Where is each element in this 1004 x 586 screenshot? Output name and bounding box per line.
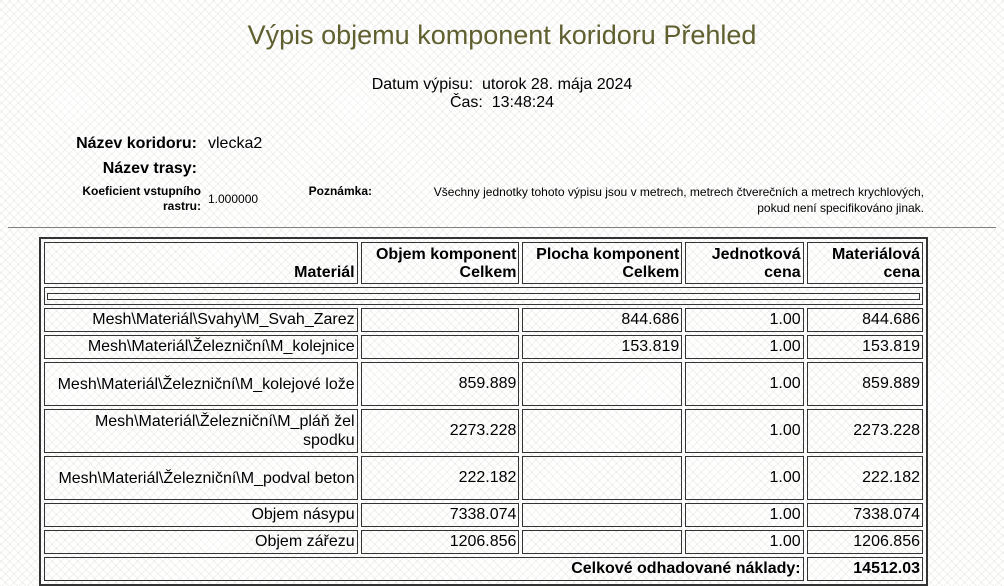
cell-area — [522, 362, 682, 406]
corridor-value: vlecka2 — [208, 135, 263, 152]
cell-area — [522, 503, 682, 527]
spacer-cell — [47, 293, 920, 300]
cell-unit-price: 1.00 — [685, 456, 803, 500]
cell-material: Mesh\Materiál\Svahy\M_Svah_Zarez — [44, 308, 358, 332]
cell-material: Mesh\Materiál\Železniční\M_kolejnice — [44, 335, 358, 359]
header-unit-price: Jednotková cena — [685, 242, 803, 284]
cell-material-price: 2273.228 — [807, 409, 923, 453]
cell-unit-price: 1.00 — [685, 530, 803, 554]
cell-material-price: 7338.074 — [807, 503, 923, 527]
header-material: Materiál — [44, 242, 358, 284]
raster-value: 1.000000 — [208, 192, 259, 206]
note-label: Poznámka: — [308, 184, 372, 198]
table-row — [44, 530, 923, 554]
raster-label: Koeficient vstupního rastru: — [82, 184, 201, 213]
report-datetime — [0, 76, 1004, 112]
time-line — [0, 94, 1004, 112]
corridor-label: Název koridoru: — [76, 135, 197, 152]
total-row — [44, 557, 923, 581]
cell-unit-price: 1.00 — [685, 335, 803, 359]
cell-material-price: 859.889 — [807, 362, 923, 406]
route-label: Název trasy: — [102, 160, 197, 177]
table-row — [44, 456, 923, 500]
date-label: Datum výpisu: — [371, 76, 474, 93]
materials-table — [39, 237, 928, 586]
cell-volume: 859.889 — [361, 362, 520, 406]
cell-area — [522, 456, 682, 500]
cell-material-price: 222.182 — [807, 456, 923, 500]
date-line — [0, 76, 1004, 94]
table-row — [44, 409, 923, 453]
time-value: 13:48:24 — [491, 94, 555, 111]
cell-volume: 7338.074 — [361, 503, 520, 527]
table-header-row — [44, 242, 923, 284]
cell-volume — [361, 308, 520, 332]
table-row — [44, 362, 923, 406]
cell-unit-price: 1.00 — [685, 409, 803, 453]
header-material-price: Materiálová cena — [807, 242, 923, 284]
cell-unit-price: 1.00 — [685, 308, 803, 332]
note-line-1: Všechny jednotky tohoto výpisu jsou v metrech, metrech čtverečních a metrech krychlových, — [433, 185, 924, 199]
cell-material-price: 153.819 — [807, 335, 923, 359]
report-title: Výpis objemu komponent koridoru Přehled — [247, 20, 757, 50]
total-value: 14512.03 — [807, 557, 923, 581]
table-row — [44, 335, 923, 359]
spacer-row — [44, 287, 923, 305]
cell-material-price: 1206.856 — [807, 530, 923, 554]
cell-material: Objem zářezu — [44, 530, 358, 554]
cell-material: Objem násypu — [44, 503, 358, 527]
note-line-2: pokud není specifikováno jinak. — [757, 201, 924, 215]
cell-volume: 222.182 — [361, 456, 520, 500]
cell-material-price: 844.686 — [807, 308, 923, 332]
cell-material: Mesh\Materiál\Železniční\M_podval beton — [44, 456, 358, 500]
table-row — [44, 308, 923, 332]
cell-unit-price: 1.00 — [685, 362, 803, 406]
cell-area — [522, 409, 682, 453]
table-row — [44, 503, 923, 527]
time-label: Čas: — [449, 94, 483, 111]
date-value: utorok 28. mája 2024 — [481, 76, 633, 93]
cell-volume: 1206.856 — [361, 530, 520, 554]
cell-area — [522, 530, 682, 554]
cell-material: Mesh\Materiál\Železniční\M_pláň žel spodku — [44, 409, 358, 453]
total-label: Celkové odhadované náklady: — [44, 557, 804, 581]
cell-area: 153.819 — [522, 335, 682, 359]
cell-volume: 2273.228 — [361, 409, 520, 453]
cell-unit-price: 1.00 — [685, 503, 803, 527]
note-text — [380, 184, 924, 216]
cell-material: Mesh\Materiál\Železniční\M_kolejové lože — [44, 362, 358, 406]
header-volume: Objem komponent Celkem — [361, 242, 520, 284]
cell-area: 844.686 — [522, 308, 682, 332]
header-area: Plocha komponent Celkem — [522, 242, 682, 284]
cell-volume — [361, 335, 520, 359]
divider — [8, 227, 996, 228]
